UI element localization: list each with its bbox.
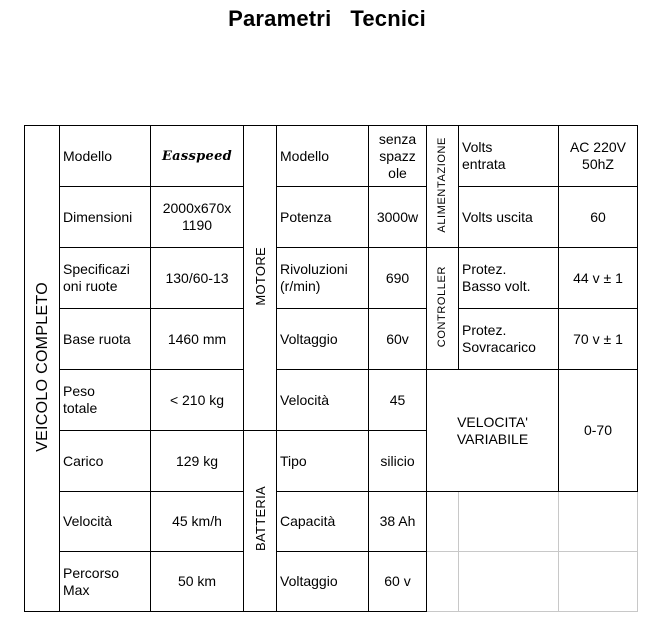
veicolo-label: Peso totale [60, 370, 151, 431]
batteria-value: 60 v [369, 552, 427, 612]
table-row [25, 492, 638, 552]
table-row [25, 126, 638, 187]
section-alimentazione: ALIMENTAZIONE [427, 126, 459, 248]
empty-cell [427, 552, 459, 612]
empty-cell [459, 552, 559, 612]
motore-value: 3000w [369, 187, 427, 248]
motore-value: 60v [369, 309, 427, 370]
batteria-label: Capacità [277, 492, 369, 552]
section-batteria: BATTERIA [244, 431, 277, 612]
veicolo-value: 2000x670x 1190 [151, 187, 244, 248]
veicolo-value: 45 km/h [151, 492, 244, 552]
controller-value: 44 v ± 1 [559, 248, 638, 309]
section-controller: CONTROLLER [427, 248, 459, 370]
table-row [25, 309, 638, 370]
empty-cell [559, 552, 638, 612]
motore-label: Rivoluzioni (r/min) [277, 248, 369, 309]
batteria-label: Voltaggio [277, 552, 369, 612]
controller-value: 70 v ± 1 [559, 309, 638, 370]
batteria-label: Tipo [277, 431, 369, 492]
motore-label: Velocità [277, 370, 369, 431]
empty-cell [427, 492, 459, 552]
veicolo-label: Specificazi oni ruote [60, 248, 151, 309]
motore-value: 45 [369, 370, 427, 431]
table-row [25, 370, 638, 431]
page-title: Parametri Tecnici [228, 6, 426, 31]
alimentazione-label: Volts entrata [459, 126, 559, 187]
veicolo-label: Velocità [60, 492, 151, 552]
controller-label: Protez. Sovracarico [459, 309, 559, 370]
veicolo-label: Modello [60, 126, 151, 187]
veicolo-label: Dimensioni [60, 187, 151, 248]
veicolo-value: 130/60-13 [151, 248, 244, 309]
veicolo-label: Carico [60, 431, 151, 492]
alimentazione-label: Volts uscita [459, 187, 559, 248]
veicolo-value: 50 km [151, 552, 244, 612]
veicolo-value: 1460 mm [151, 309, 244, 370]
alimentazione-value: AC 220V 50hZ [559, 126, 638, 187]
batteria-value: 38 Ah [369, 492, 427, 552]
section-motore: MOTORE [244, 126, 277, 431]
veicolo-value: 129 kg [151, 431, 244, 492]
motore-label: Voltaggio [277, 309, 369, 370]
veicolo-value: < 210 kg [151, 370, 244, 431]
veicolo-label: Base ruota [60, 309, 151, 370]
motore-label: Modello [277, 126, 369, 187]
motore-label: Potenza [277, 187, 369, 248]
spec-table [24, 125, 638, 612]
table-row [25, 187, 638, 248]
empty-cell [559, 492, 638, 552]
table-row [25, 248, 638, 309]
batteria-value: silicio [369, 431, 427, 492]
velocita-variabile-value: 0-70 [559, 370, 638, 492]
section-veicolo: VEICOLO COMPLETO [25, 126, 60, 612]
veicolo-label: Percorso Max [60, 552, 151, 612]
motore-value: 690 [369, 248, 427, 309]
alimentazione-value: 60 [559, 187, 638, 248]
empty-cell [459, 492, 559, 552]
brand-logo: Easspeed [161, 149, 233, 164]
controller-label: Protez. Basso volt. [459, 248, 559, 309]
velocita-variabile-label: VELOCITA' VARIABILE [427, 370, 559, 492]
motore-value: senza spazz ole [369, 126, 427, 187]
veicolo-value-brand [151, 126, 244, 187]
table-row [25, 552, 638, 612]
